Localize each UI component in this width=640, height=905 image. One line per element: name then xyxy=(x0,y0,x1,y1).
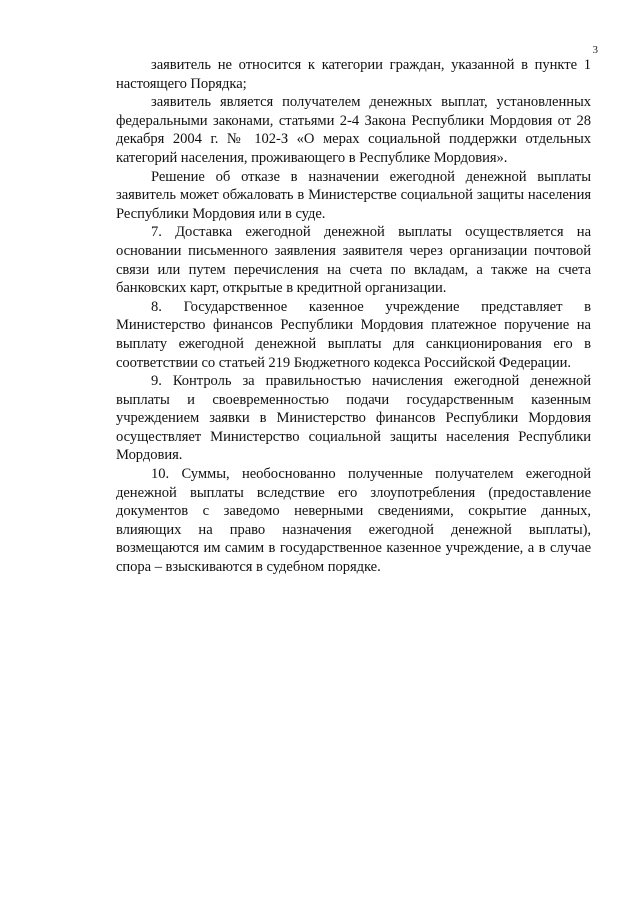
paragraph-8-payment-order: 8. Государственное казенное учреждение представляет в Министерство финансов Республики Мордовия платежное поручение на выплату ежегодной денежной выплаты для санкционирования его в соответствии со статьей 219 Бюджетного кодекса Российской Федерации. xyxy=(116,298,591,371)
paragraph-9-control: 9. Контроль за правильностью начисления ежегодной денежной выплаты и своевременностью подачи государственным казенным учреждением заявки в Министерство финансов Республики Мордовия осуществляет Министерство социальной защиты населения Республики Мордовия. xyxy=(116,373,591,464)
paragraph-10-recovery: 10. Суммы, необоснованно полученные получателем ежегодной денежной выплаты вследствие его злоупотребления (предоставление документов с заведомо неверными сведениями, сокрытие данных, влияющих на право назначения ежегодной денежной выплаты), возмещаются им самим в государственное казенное учреждение, а в случае спора – взыскиваются в судебном порядке. xyxy=(116,466,591,576)
paragraph-applicant-category: заявитель не относится к категории граждан, указанной в пункте 1 настоящего Порядка; xyxy=(116,57,591,92)
page-number: 3 xyxy=(592,44,598,56)
document-body xyxy=(116,56,591,577)
paragraph-7-delivery: 7. Доставка ежегодной денежной выплаты осуществляется на основании письменного заявления заявителя через организации почтовой связи или путем перечисления на счета по вкладам, а также на счета банковских карт, открытые в кредитной организации. xyxy=(116,224,591,297)
paragraph-applicant-recipient: заявитель является получателем денежных выплат, установленных федеральными законами, статьями 2-4 Закона Республики Мордовия от 28 декабря 2004 г. № 102-З «О мерах социальной поддержки отдельных категорий населения, проживающего в Республике Мордовия». xyxy=(116,94,591,166)
paragraph-refusal-appeal: Решение об отказе в назначении ежегодной денежной выплаты заявитель может обжаловать в Министерстве социальной защиты населения Республики Мордовия или в суде. xyxy=(116,168,591,222)
